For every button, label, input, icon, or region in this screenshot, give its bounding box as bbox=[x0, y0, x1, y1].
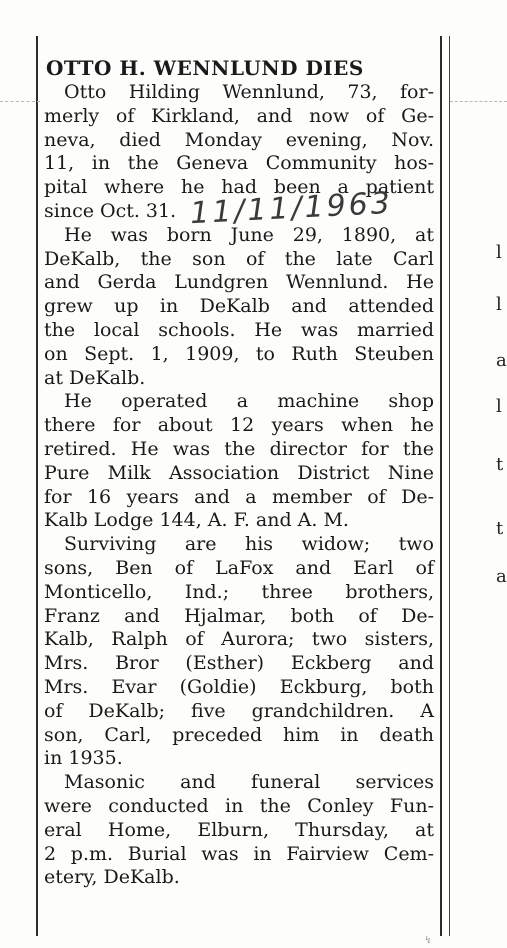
text-line: pital where he had been a patient bbox=[44, 176, 434, 199]
headline: OTTO H. WENNLUND DIES bbox=[46, 56, 364, 80]
text-line: there for about 12 years when he bbox=[44, 414, 434, 437]
text-line: Surviving are his widow; two bbox=[64, 533, 434, 556]
text-line: etery, DeKalb. bbox=[44, 866, 180, 889]
adjacent-column-letter: l bbox=[496, 294, 502, 315]
text-line: retired. He was the director for the bbox=[44, 437, 434, 460]
text-line: He operated a machine shop bbox=[64, 390, 434, 413]
text-line: Otto Hilding Wennlund, 73, for- bbox=[64, 81, 434, 103]
paragraph bbox=[44, 390, 434, 533]
handwritten-date: 11/11/1963 bbox=[189, 185, 394, 232]
fold-line-left bbox=[0, 101, 40, 102]
text-line: and Gerda Lundgren Wennlund. He bbox=[44, 271, 434, 294]
text-line: 2 p.m. Burial was in Fairview Cem- bbox=[44, 842, 434, 865]
text-line: Masonic and funeral services bbox=[64, 771, 434, 794]
text-line: son, Carl, preceded him in death bbox=[44, 723, 434, 746]
text-line: of DeKalb; five grandchildren. A bbox=[44, 699, 434, 722]
adjacent-column-letter: a bbox=[496, 566, 507, 587]
text-line: since Oct. 31. bbox=[44, 199, 177, 222]
text-line: He was born June 29, 1890, at bbox=[64, 223, 434, 246]
column-rule-left bbox=[36, 36, 38, 936]
text-line: the local schools. He was married bbox=[44, 318, 434, 341]
adjacent-column-letter: t bbox=[496, 454, 504, 475]
text-line: DeKalb, the son of the late Carl bbox=[44, 247, 434, 270]
text-line: eral Home, Elburn, Thursday, at bbox=[44, 818, 434, 841]
text-line: Mrs. Evar (Goldie) Eckburg, both bbox=[44, 675, 434, 698]
text-line: Mrs. Bror (Esther) Eckberg and bbox=[44, 652, 434, 675]
adjacent-column-letter: l bbox=[496, 396, 502, 417]
adjacent-column-letter: t bbox=[496, 518, 504, 539]
corner-mark: ↯ bbox=[424, 935, 433, 946]
column-rule-right bbox=[440, 36, 442, 936]
text-line: Pure Milk Association District Nine bbox=[44, 461, 434, 484]
text-line: Monticello, Ind.; three brothers, bbox=[44, 580, 434, 603]
paragraph bbox=[44, 771, 434, 890]
paragraph bbox=[44, 224, 434, 391]
text-line: were conducted in the Conley Fun- bbox=[44, 794, 434, 817]
text-line: neva, died Monday evening, Nov. bbox=[44, 128, 434, 151]
text-line: in 1935. bbox=[44, 747, 123, 770]
text-line: 11, in the Geneva Community hos- bbox=[44, 152, 434, 175]
text-line: merly of Kirkland, and now of Ge- bbox=[44, 104, 434, 127]
text-line: for 16 years and a member of De- bbox=[44, 485, 434, 508]
paragraph bbox=[44, 533, 434, 771]
text-line: Kalb Lodge 144, A. F. and A. M. bbox=[44, 509, 349, 532]
adjacent-column-letter: l bbox=[496, 242, 502, 263]
obituary-article bbox=[44, 55, 434, 890]
column-rule-right-inner bbox=[449, 36, 450, 936]
text-line: sons, Ben of LaFox and Earl of bbox=[44, 556, 434, 579]
text-line: Franz and Hjalmar, both of De- bbox=[44, 604, 434, 627]
text-line: Kalb, Ralph of Aurora; two sisters, bbox=[44, 628, 434, 651]
fold-line-right bbox=[450, 101, 507, 102]
adjacent-column-letter: a bbox=[496, 350, 507, 371]
text-line: at DeKalb. bbox=[44, 366, 146, 389]
text-line: grew up in DeKalb and attended bbox=[44, 295, 434, 318]
text-line: on Sept. 1, 1909, to Ruth Steuben bbox=[44, 342, 434, 365]
